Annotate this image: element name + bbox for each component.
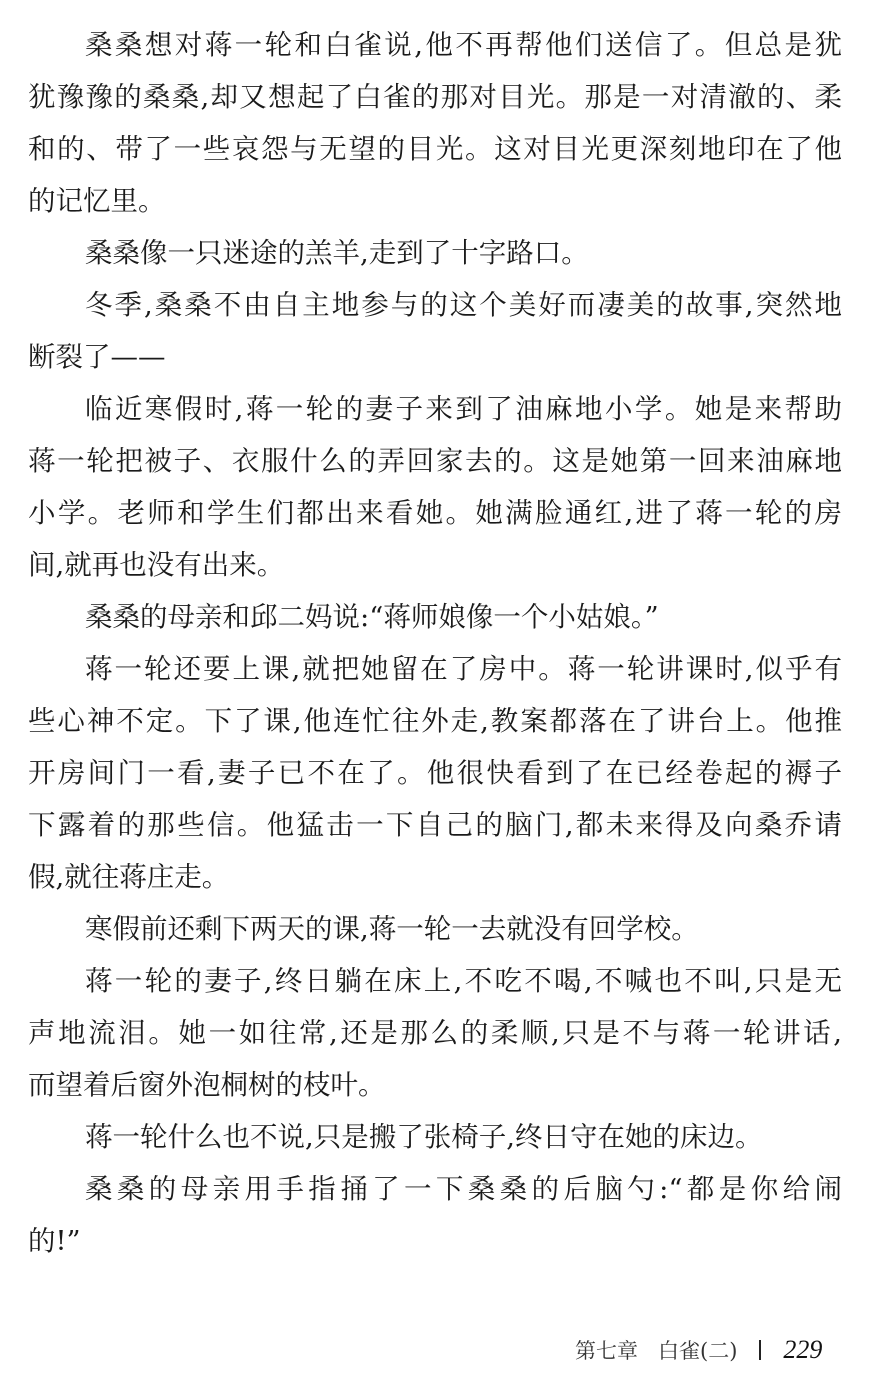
page-number: 229 [783,1335,823,1364]
text-line: 桑桑的母亲和邱二妈说:“蒋师娘像一个小姑娘。” [85,601,659,633]
paragraph [28,903,842,955]
paragraph [28,643,842,903]
page-footer [575,1330,822,1370]
text-line: 和的、带了一些哀怨与无望的目光。这对目光更深刻地印在了他 [28,133,842,165]
text-line: 蒋一轮还要上课,就把她留在了房中。蒋一轮讲课时,似乎有 [85,653,842,685]
text-line: 开房间门一看,妻子已不在了。他很快看到了在已经卷起的褥子 [28,757,842,789]
paragraph [28,279,842,383]
paragraph [28,19,842,227]
text-line: 桑桑想对蒋一轮和白雀说,他不再帮他们送信了。但总是犹 [85,29,842,61]
text-line: 的记忆里。 [28,185,166,217]
text-line: 而望着后窗外泡桐树的枝叶。 [28,1069,386,1101]
paragraph [28,1163,842,1267]
text-line: 桑桑的母亲用手指捅了一下桑桑的后脑勺:“都是你给闹 [85,1173,842,1205]
footer-divider [759,1340,761,1360]
text-line: 桑桑像一只迷途的羔羊,走到了十字路口。 [85,237,589,269]
text-line: 蒋一轮的妻子,终日躺在床上,不吃不喝,不喊也不叫,只是无 [85,965,842,997]
paragraph [28,955,842,1111]
text-line: 下露着的那些信。他猛击一下自己的脑门,都未来得及向桑乔请 [28,809,842,841]
text-line: 寒假前还剩下两天的课,蒋一轮一去就没有回学校。 [85,913,699,945]
text-line: 蒋一轮什么也不说,只是搬了张椅子,终日守在她的床边。 [85,1121,763,1153]
text-line: 临近寒假时,蒋一轮的妻子来到了油麻地小学。她是来帮助 [85,393,842,425]
text-line: 的!” [28,1225,81,1257]
chapter-label: 第七章 [575,1339,638,1363]
paragraph [28,383,842,591]
text-line: 间,就再也没有出来。 [28,549,285,581]
text-line: 声地流泪。她一如往常,还是那么的柔顺,只是不与蒋一轮讲话, [28,1017,842,1049]
text-line: 小学。老师和学生们都出来看她。她满脸通红,进了蒋一轮的房 [28,497,842,529]
paragraph [28,1111,842,1163]
text-line: 犹豫豫的桑桑,却又想起了白雀的那对目光。那是一对清澈的、柔 [28,81,842,113]
text-line: 些心神不定。下了课,他连忙往外走,教案都落在了讲台上。他推 [28,705,842,737]
body-text [28,19,842,1267]
text-line: 断裂了—— [28,341,166,373]
text-line: 假,就往蒋庄走。 [28,861,230,893]
paragraph [28,227,842,279]
text-line: 蒋一轮把被子、衣服什么的弄回家去的。这是她第一回来油麻地 [28,445,842,477]
chapter-title: 白雀(二) [658,1339,738,1363]
paragraph [28,591,842,643]
text-line: 冬季,桑桑不由自主地参与的这个美好而凄美的故事,突然地 [85,289,842,321]
